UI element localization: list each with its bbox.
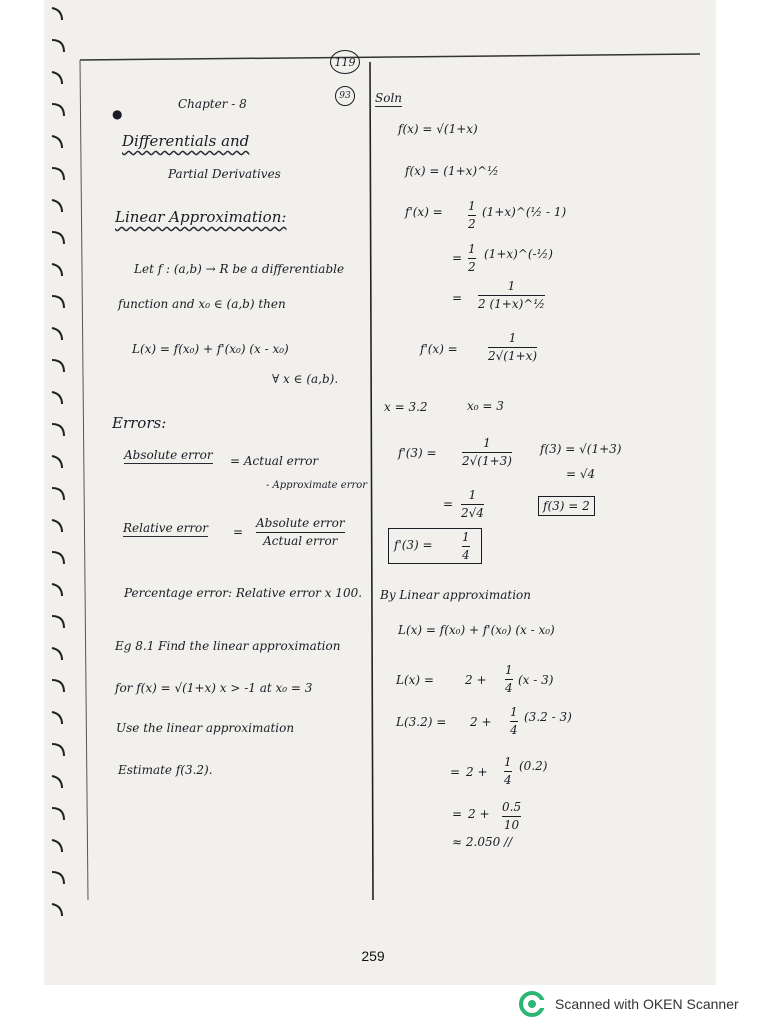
top-margin-line (80, 54, 700, 60)
f3-line1: f(3) = √(1+3) (540, 442, 622, 456)
example-line1: Eg 8.1 Find the linear approximation (115, 639, 341, 653)
step4-equals: = (452, 251, 463, 265)
la2-quarter (505, 664, 513, 695)
la4-equals: = (450, 765, 461, 779)
la2-rhs: 2 + (465, 673, 487, 687)
page-number-circle-small: 93 (335, 86, 355, 106)
frac-den: 2√(1+3) (462, 454, 512, 469)
chapter-label: Chapter - 8 (178, 97, 247, 111)
relative-error-equals: = (233, 525, 244, 539)
frac-den: 4 (510, 723, 518, 738)
linear-approximation-heading: Linear Approximation: (115, 208, 287, 226)
fraction-bar (468, 258, 476, 259)
la3-tail: (3.2 - 3) (524, 710, 572, 724)
la5-fraction (502, 801, 521, 832)
forall-domain: ∀ x ∈ (a,b). (272, 372, 339, 386)
relative-error-label: Relative error (123, 521, 209, 535)
page-number-circle: 119 (330, 50, 360, 74)
la3-rhs: 2 + (470, 715, 492, 729)
frac-den: 2 (468, 217, 476, 232)
example-line2: for f(x) = √(1+x) x > -1 at x₀ = 3 (115, 681, 313, 695)
derivative-half-fraction (468, 200, 476, 231)
chapter-title-line1: Differentials and (122, 132, 250, 150)
frac-num: 1 (510, 705, 518, 719)
step4-fraction (468, 243, 476, 274)
relative-error-fraction (256, 517, 345, 548)
step5-equals: = (452, 291, 463, 305)
la4-tail: (0.2) (519, 759, 548, 773)
given-x0: x₀ = 3 (467, 399, 504, 413)
frac-den: 2 (1+x)^½ (478, 297, 545, 312)
linear-approx-formula: L(x) = f(x₀) + f'(x₀) (x - x₀) (398, 623, 555, 637)
la3-lhs: L(3.2) = (396, 715, 447, 729)
solution-label: Soln (375, 91, 403, 105)
derivative-lhs: f'(x) = (405, 205, 443, 219)
fraction-bar (510, 721, 518, 722)
relative-error-numerator: Absolute error (256, 516, 345, 530)
frac-den: 4 (504, 773, 512, 788)
frac-num: 1 (504, 755, 512, 769)
fraction-bar (505, 679, 513, 680)
frac-den: 2√4 (461, 506, 484, 521)
bullet-dot: ● (112, 107, 123, 121)
fraction-bar (502, 816, 521, 817)
fraction-bar (468, 215, 476, 216)
given-x: x = 3.2 (384, 400, 428, 414)
chapter-title-line2: Partial Derivatives (168, 167, 281, 181)
fraction-bar (488, 347, 537, 348)
absolute-error-rhs2: - Approximate error (266, 480, 368, 491)
fprime3-result-lhs: f'(3) = (394, 538, 433, 552)
solution-line1: f(x) = √(1+x) (398, 122, 478, 136)
step5-fraction (478, 280, 545, 311)
la4-quarter (504, 756, 512, 787)
solution-line2: f(x) = (1+x)^½ (405, 164, 499, 178)
frac-num: 1 (507, 279, 516, 293)
absolute-error-label: Absolute error (124, 448, 213, 462)
left-margin-line (80, 60, 88, 900)
fraction-bar (462, 452, 512, 453)
fraction-bar (478, 295, 545, 296)
oken-scanner-logo-icon (519, 991, 545, 1017)
la5-rhs: 2 + (468, 807, 490, 821)
final-result: ≈ 2.050 // (452, 835, 513, 849)
fprime3-fraction (462, 437, 512, 468)
frac-num: 0.5 (502, 800, 522, 814)
fraction-bar (462, 546, 470, 547)
frac-num: 1 (462, 530, 470, 544)
example-line3: Use the linear approximation (116, 721, 295, 735)
definition-line2: function and x₀ ∈ (a,b) then (118, 297, 286, 311)
step6-fraction (488, 332, 537, 363)
frac-num: 1 (508, 331, 517, 345)
derivative-rhs: (1+x)^(½ - 1) (482, 205, 567, 219)
relative-error-denominator: Actual error (263, 534, 338, 549)
f3-line2: = √4 (566, 467, 596, 481)
by-linear-approximation: By Linear approximation (380, 588, 531, 602)
fraction-bar (461, 504, 484, 505)
frac-den: 2√(1+x) (488, 349, 538, 364)
la4-rhs: 2 + (466, 765, 488, 779)
scanner-footer (519, 991, 739, 1017)
frac-num: 1 (468, 242, 476, 256)
absolute-error-rhs: = Actual error (230, 454, 319, 468)
la3-quarter (510, 706, 518, 737)
fprime3b-equals: = (443, 497, 454, 511)
fraction-bar (256, 532, 345, 533)
scanner-text: Scanned with OKEN Scanner (555, 996, 739, 1012)
frac-num: 1 (483, 436, 491, 450)
frac-num: 1 (468, 488, 477, 502)
frac-num: 1 (468, 199, 476, 213)
f3-result-box: f(3) = 2 (538, 496, 595, 516)
column-divider-line (370, 62, 373, 900)
linear-formula: L(x) = f(x₀) + f'(x₀) (x - x₀) (132, 342, 289, 356)
errors-heading: Errors: (112, 414, 167, 432)
definition-line1: Let f : (a,b) → R be a differentiable (134, 262, 345, 276)
la5-equals: = (452, 807, 463, 821)
frac-den: 4 (462, 548, 470, 563)
frac-num: 1 (505, 663, 513, 677)
example-line4: Estimate f(3.2). (118, 763, 213, 777)
percentage-error: Percentage error: Relative error x 100. (124, 586, 363, 600)
la2-tail: (x - 3) (518, 673, 554, 687)
frac-den: 10 (503, 818, 520, 833)
fprime3-lhs: f'(3) = (398, 446, 437, 460)
la2-lhs: L(x) = (396, 673, 434, 687)
fraction-bar (504, 771, 512, 772)
page-number: 259 (361, 948, 385, 964)
step6-lhs: f'(x) = (420, 342, 458, 356)
fprime3b-fraction (461, 489, 484, 520)
frac-den: 4 (505, 681, 513, 696)
step4-rhs: (1+x)^(-½) (484, 247, 553, 261)
fprime3-result-fraction (462, 531, 470, 562)
frac-den: 2 (468, 260, 476, 275)
